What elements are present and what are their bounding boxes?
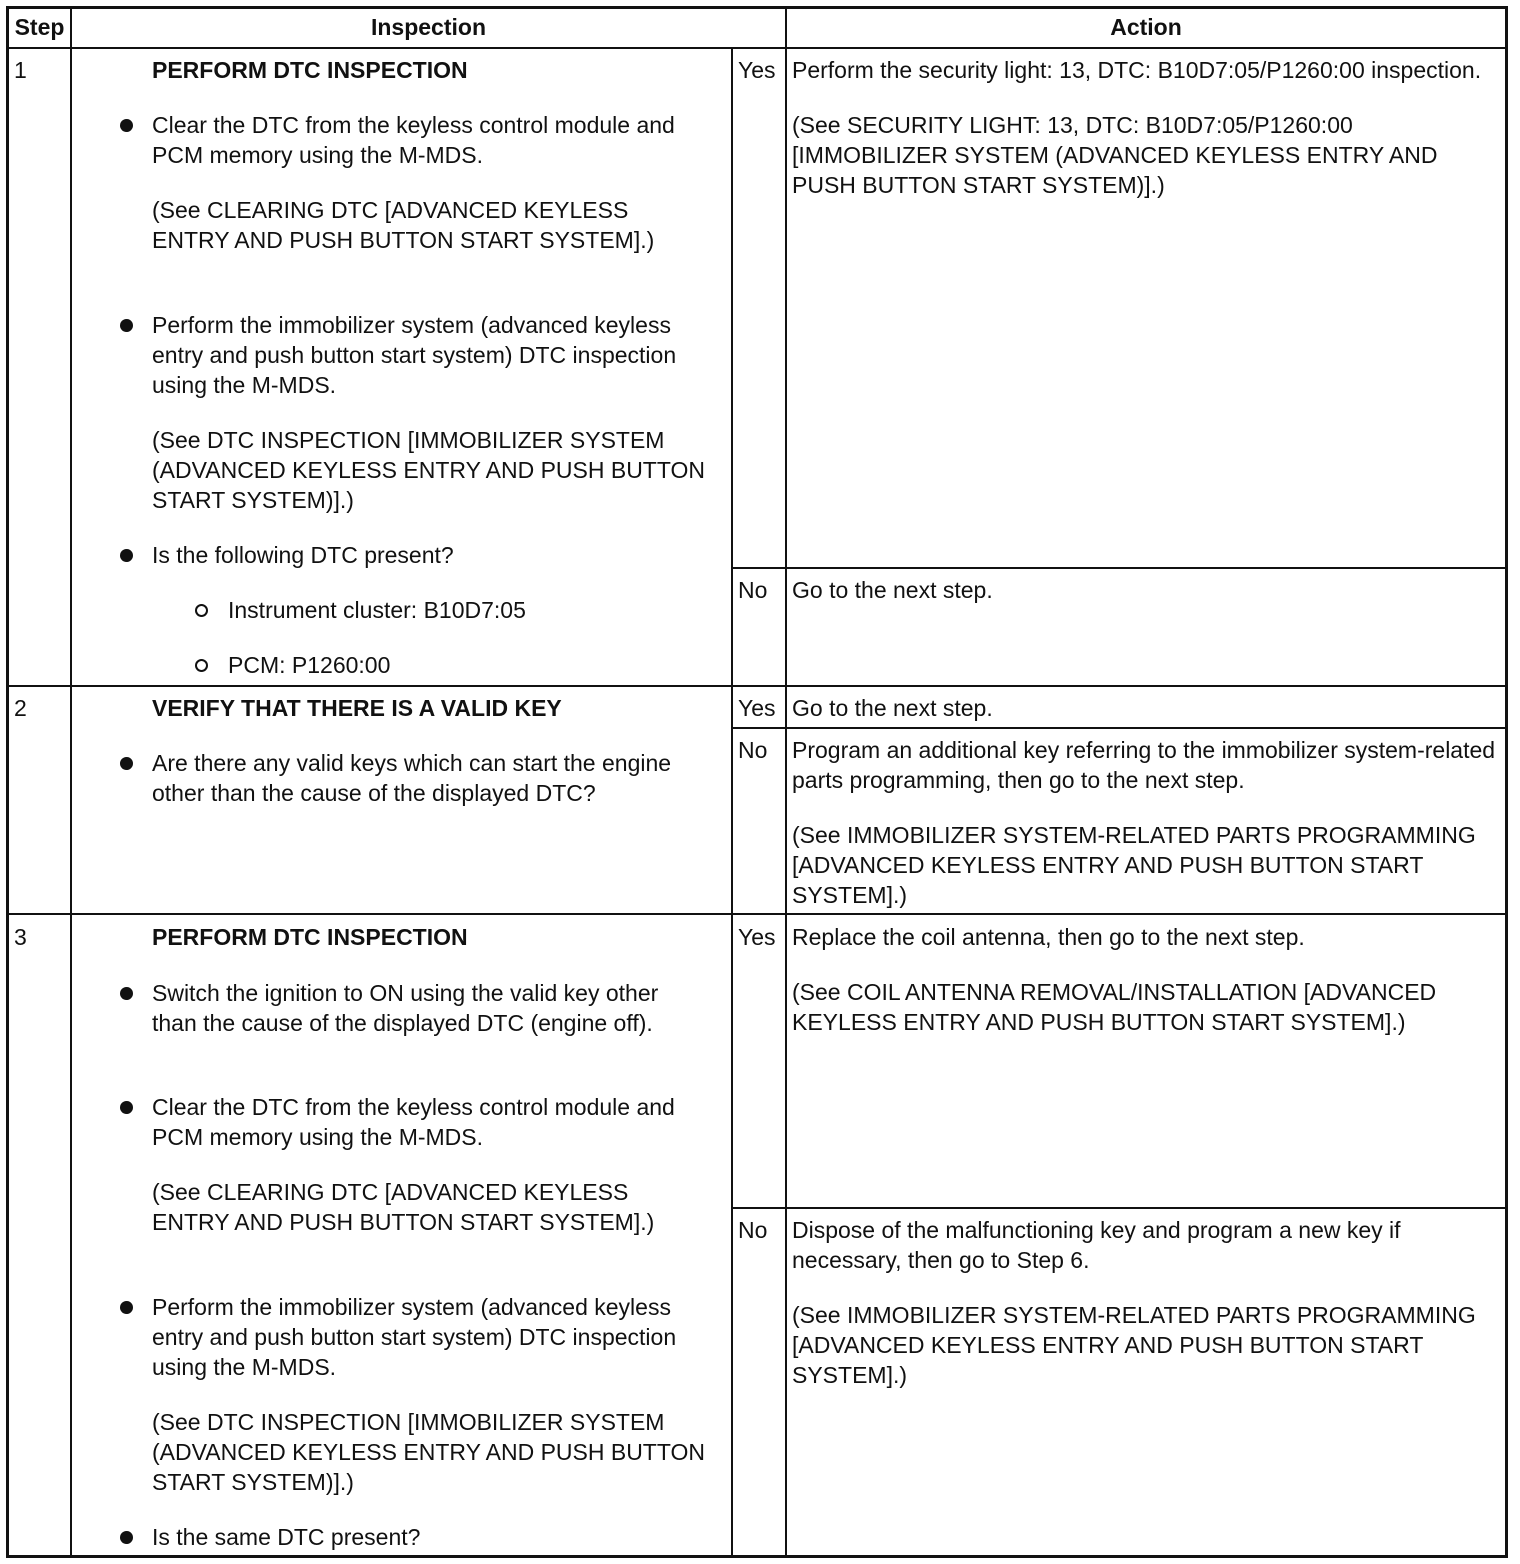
inspection-reference: (See DTC INSPECTION [IMMOBILIZER SYSTEM (ADVANCED KEYLESS ENTRY AND PUSH BUTTON START SYSTEM)].) [152, 1409, 705, 1495]
no-action [792, 575, 1504, 630]
inspection-reference: (See CLEARING DTC [ADVANCED KEYLESS ENTRY AND PUSH BUTTON START SYSTEM].) [152, 1179, 655, 1235]
step-number: 1 [14, 57, 27, 83]
bullet-icon [120, 1101, 133, 1114]
inspection-bullet: Is the following DTC present? [152, 542, 454, 568]
header-action: Action [1110, 14, 1182, 40]
no-label: No [738, 737, 768, 763]
yes-action [792, 922, 1504, 1062]
action-text: Dispose of the malfunctioning key and program a new key if necessary, then go to Step 6. [792, 1217, 1401, 1273]
inspection-title: VERIFY THAT THERE IS A VALID KEY [152, 695, 562, 721]
row-divider-1 [9, 685, 1505, 687]
no-action [792, 1215, 1504, 1415]
inspection-bullet: Is the same DTC present? [152, 1524, 421, 1550]
bullet-icon [120, 119, 133, 132]
col-divider-step [70, 9, 72, 1555]
bullet-icon [120, 1531, 133, 1544]
sub-bullet-icon [195, 659, 208, 672]
inspection-title: PERFORM DTC INSPECTION [152, 924, 468, 950]
action-reference: (See IMMOBILIZER SYSTEM-RELATED PARTS PROGRAMMING [ADVANCED KEYLESS ENTRY AND PUSH BUTTON START SYSTEM].) [792, 822, 1476, 908]
yesno-divider-1 [732, 567, 1505, 569]
action-text: Go to the next step. [792, 577, 993, 603]
inspection-title: PERFORM DTC INSPECTION [152, 57, 468, 83]
no-label: No [738, 577, 768, 603]
yes-label: Yes [738, 695, 776, 721]
step-number: 2 [14, 695, 27, 721]
header-step: Step [14, 14, 65, 40]
action-text: Replace the coil antenna, then go to the next step. [792, 924, 1305, 950]
inspection-bullet: Perform the immobilizer system (advanced keyless entry and push button start system) DTC inspection using the M-MDS. [152, 312, 677, 398]
action-text: Program an additional key referring to the immobilizer system-related parts programming, then go to the next step. [792, 737, 1496, 793]
inspection-bullet: Perform the immobilizer system (advanced keyless entry and push button start system) DTC inspection using the M-MDS. [152, 1294, 677, 1380]
col-divider-inspection-action [785, 9, 787, 1555]
no-action [792, 735, 1504, 935]
header-inspection: Inspection [370, 14, 486, 40]
bullet-icon [120, 319, 133, 332]
inspection-reference: (See DTC INSPECTION [IMMOBILIZER SYSTEM (ADVANCED KEYLESS ENTRY AND PUSH BUTTON START SYSTEM)].) [152, 427, 705, 513]
inspection-sub-bullet: PCM: P1260:00 [228, 652, 391, 678]
action-reference: (See SECURITY LIGHT: 13, DTC: B10D7:05/P1260:00 [IMMOBILIZER SYSTEM (ADVANCED KEYLESS ENTRY AND PUSH BUTTON START SYSTEM)].) [792, 112, 1438, 198]
inspection-bullet: Clear the DTC from the keyless control module and PCM memory using the M-MDS. [152, 112, 675, 168]
bullet-icon [120, 1301, 133, 1314]
yes-label: Yes [738, 57, 776, 83]
yesno-divider-3 [732, 1207, 1505, 1209]
action-text: Go to the next step. [792, 695, 993, 721]
step-number: 3 [14, 924, 27, 950]
sub-bullet-icon [195, 604, 208, 617]
no-label: No [738, 1217, 768, 1243]
inspection-sub-bullet: Instrument cluster: B10D7:05 [228, 597, 526, 623]
inspection-reference: (See CLEARING DTC [ADVANCED KEYLESS ENTRY AND PUSH BUTTON START SYSTEM].) [152, 197, 655, 253]
inspection-bullet: Clear the DTC from the keyless control module and PCM memory using the M-MDS. [152, 1094, 675, 1150]
bullet-icon [120, 757, 133, 770]
yes-action [792, 55, 1504, 225]
action-reference: (See COIL ANTENNA REMOVAL/INSTALLATION [ADVANCED KEYLESS ENTRY AND PUSH BUTTON START SYSTEM].) [792, 979, 1437, 1035]
action-reference: (See IMMOBILIZER SYSTEM-RELATED PARTS PROGRAMMING [ADVANCED KEYLESS ENTRY AND PUSH BUTTON START SYSTEM].) [792, 1302, 1476, 1388]
col-divider-yesno [731, 48, 733, 1555]
inspection-bullet: Switch the ignition to ON using the valid key other than the cause of the displayed DTC (engine off). [152, 980, 659, 1036]
bullet-icon [120, 987, 133, 1000]
yes-label: Yes [738, 924, 776, 950]
header-divider [9, 47, 1505, 49]
bullet-icon [120, 549, 133, 562]
action-text: Perform the security light: 13, DTC: B10D7:05/P1260:00 inspection. [792, 57, 1482, 83]
inspection-bullet: Are there any valid keys which can start the engine other than the cause of the displayed DTC? [152, 750, 672, 806]
